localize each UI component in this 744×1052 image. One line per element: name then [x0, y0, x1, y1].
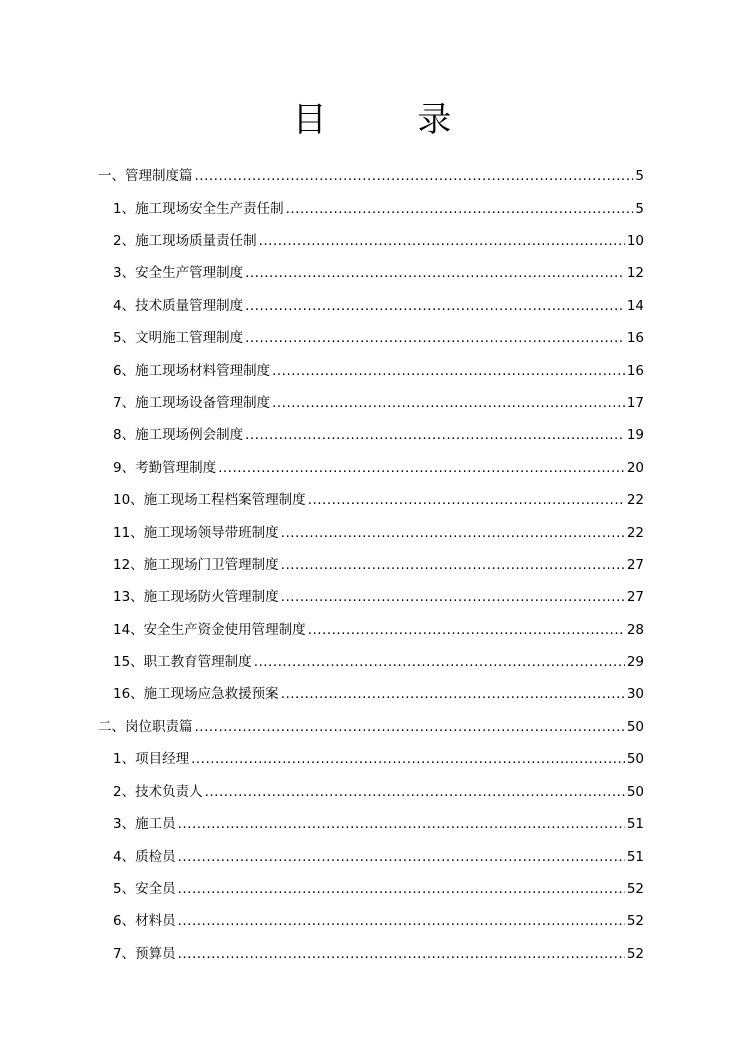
toc-entry[interactable] [98, 233, 644, 249]
toc-page-number: 52 [626, 881, 644, 897]
toc-entry-label: 11、施工现场领导带班制度 [113, 524, 279, 541]
toc-page-number: 52 [626, 945, 644, 962]
toc-page-number: 30 [626, 686, 644, 703]
toc-entry[interactable] [98, 395, 644, 411]
page-title: 目 录 [292, 100, 492, 140]
toc-entry-label: 14、安全生产资金使用管理制度 [113, 621, 306, 638]
toc-entry-label: 6、施工现场材料管理制度 [113, 362, 271, 379]
table-of-contents [98, 168, 644, 978]
toc-page-number: 27 [626, 589, 644, 606]
toc-leader-dots [259, 233, 625, 249]
toc-leader-dots [286, 201, 634, 217]
toc-entry-label: 5、安全员 [113, 881, 176, 897]
toc-entry[interactable] [98, 201, 644, 217]
toc-section-entry[interactable] [98, 719, 644, 735]
toc-page-number: 5 [635, 200, 644, 217]
toc-entry[interactable] [98, 427, 644, 443]
toc-leader-dots [245, 298, 625, 314]
toc-entry[interactable] [98, 557, 644, 573]
toc-entry-label: 8、施工现场例会制度 [113, 427, 244, 444]
toc-entry-label: 1、项目经理 [113, 751, 190, 768]
toc-page-number: 52 [626, 913, 644, 930]
toc-entry[interactable] [98, 330, 644, 346]
toc-entry-label: 3、施工员 [113, 816, 176, 833]
toc-page-number: 28 [626, 621, 644, 638]
toc-section-entry[interactable] [98, 168, 644, 184]
toc-entry-label: 9、考勤管理制度 [113, 459, 217, 476]
toc-entry-label: 16、施工现场应急救援预案 [113, 686, 279, 703]
toc-entry-label: 一、管理制度篇 [98, 168, 193, 184]
toc-entry-label: 3、安全生产管理制度 [113, 265, 244, 282]
toc-page-number: 51 [626, 816, 644, 833]
toc-leader-dots [308, 492, 625, 508]
toc-leader-dots [178, 946, 625, 962]
toc-page-number: 22 [626, 524, 644, 541]
toc-leader-dots [281, 525, 625, 541]
toc-page-number: 50 [626, 751, 644, 768]
toc-leader-dots [281, 686, 625, 702]
toc-leader-dots [245, 330, 625, 346]
toc-leader-dots [272, 395, 625, 411]
toc-entry[interactable] [98, 298, 644, 314]
toc-entry[interactable] [98, 881, 644, 897]
toc-leader-dots [178, 849, 625, 865]
toc-page-number: 51 [626, 848, 644, 865]
toc-entry-label: 15、职工教育管理制度 [113, 654, 252, 671]
toc-page-number: 50 [626, 718, 644, 735]
toc-entry[interactable] [98, 492, 644, 508]
toc-leader-dots [281, 589, 625, 605]
toc-page-number: 19 [626, 427, 644, 444]
toc-entry-label: 7、施工现场设备管理制度 [113, 394, 271, 411]
toc-page-number: 22 [626, 492, 644, 509]
toc-entry[interactable] [98, 363, 644, 379]
toc-page-number: 17 [626, 394, 644, 411]
toc-page-number: 10 [626, 232, 644, 249]
toc-leader-dots [191, 751, 625, 767]
toc-leader-dots [308, 622, 625, 638]
toc-page-number: 5 [635, 168, 644, 184]
toc-leader-dots [178, 881, 625, 897]
toc-leader-dots [195, 168, 634, 184]
toc-leader-dots [178, 816, 625, 832]
toc-leader-dots [272, 363, 625, 379]
toc-entry[interactable] [98, 460, 644, 476]
toc-leader-dots [205, 784, 625, 800]
toc-entry-label: 13、施工现场防火管理制度 [113, 589, 279, 606]
toc-entry[interactable] [98, 654, 644, 670]
toc-page-number: 12 [626, 265, 644, 282]
toc-entry[interactable] [98, 589, 644, 605]
toc-entry-label: 7、预算员 [113, 945, 176, 962]
toc-leader-dots [245, 265, 625, 281]
toc-entry[interactable] [98, 816, 644, 832]
toc-page-number: 29 [626, 654, 644, 671]
toc-entry-label: 10、施工现场工程档案管理制度 [113, 492, 306, 509]
toc-entry[interactable] [98, 946, 644, 962]
toc-page-number: 14 [626, 297, 644, 314]
toc-entry[interactable] [98, 622, 644, 638]
toc-leader-dots [178, 913, 625, 929]
toc-entry[interactable] [98, 751, 644, 767]
toc-entry[interactable] [98, 525, 644, 541]
toc-entry-label: 2、施工现场质量责任制 [113, 232, 257, 249]
toc-entry[interactable] [98, 849, 644, 865]
toc-entry[interactable] [98, 913, 644, 929]
toc-page-number: 16 [626, 362, 644, 379]
toc-leader-dots [195, 719, 625, 735]
toc-leader-dots [281, 557, 625, 573]
toc-entry-label: 6、材料员 [113, 913, 176, 930]
toc-leader-dots [218, 460, 625, 476]
toc-entry[interactable] [98, 686, 644, 702]
toc-page-number: 27 [626, 556, 644, 573]
toc-entry-label: 12、施工现场门卫管理制度 [113, 556, 279, 573]
toc-entry-label: 5、文明施工管理制度 [113, 330, 244, 347]
toc-page-number: 20 [626, 459, 644, 476]
toc-page-number: 50 [626, 783, 644, 800]
toc-leader-dots [245, 427, 625, 443]
toc-entry-label: 1、施工现场安全生产责任制 [113, 200, 284, 217]
toc-entry[interactable] [98, 265, 644, 281]
toc-entry-label: 二、岗位职责篇 [98, 718, 193, 735]
toc-entry-label: 4、技术质量管理制度 [113, 297, 244, 314]
toc-entry[interactable] [98, 784, 644, 800]
toc-entry-label: 2、技术负责人 [113, 783, 203, 800]
toc-page-number: 16 [626, 330, 644, 347]
toc-entry-label: 4、质检员 [113, 848, 176, 865]
toc-leader-dots [254, 654, 625, 670]
